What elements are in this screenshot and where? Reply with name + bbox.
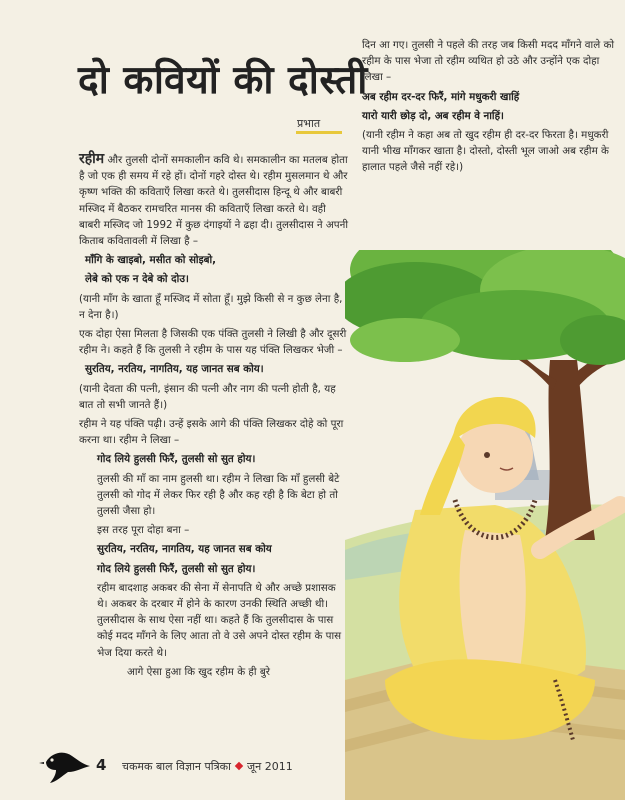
- bird-silhouette-icon: [38, 742, 98, 784]
- tree-icon: [345, 250, 625, 540]
- byline-underline: [296, 131, 342, 134]
- dropcap-lead: रहीम: [79, 151, 105, 167]
- verse-line: सुरतिय, नरतिय, नागतिय, यह जानत सब कोय: [97, 543, 272, 556]
- text-paragraph: इस तरह पूरा दोहा बना –: [97, 524, 190, 537]
- magazine-info: [122, 759, 293, 774]
- tulsidas-under-tree-illustration: [345, 250, 625, 800]
- text-paragraph: (यानी रहीम ने कहा अब तो खुद रहीम ही दर-दर फिरता है। मधुकरी यानी भीख माँगकर खाता है। दोस्तो, दोस्ती भूल जाओ अब रहीम के हालात पहले जैसे नहीं रहे।): [362, 129, 609, 174]
- verse-line: गोद लिये हुलसी फिरैं, तुलसी सो सुत होय।: [97, 562, 256, 575]
- verse-line: सुरतिय, नरतिय, नागतिय, यह जानत सब कोय।: [85, 363, 264, 376]
- text-paragraph: रहीम ने यह पंक्ति पढ़ी। उन्हें इसके आगे की पंक्ति लिखकर दोहे को पूरा करना था। रहीम ने लिखा –: [79, 418, 344, 447]
- text-paragraph: रहीम बादशाह अकबर की सेना में सेनापति थे और अच्छे प्रशासक थे। अकबर के दरबार में होने के कारण उनकी स्थिति अच्छी थी। तुलसीदास के साथ ऐसा नहीं था। कहते हैं कि तुलसीदास के पास कोई मदद माँगने के लिए आता तो वे उसे अपने दोस्त रहीम के पास भेज दिया करते थे।: [97, 581, 342, 659]
- author-byline: प्रभात: [297, 117, 321, 130]
- text-paragraph: (यानी माँग के खाता हूँ मस्जिद में सोता हूँ। मुझे किसी से न कुछ लेना है, न देना है।): [79, 292, 343, 321]
- verse-line: अब रहीम दर-दर फिरैं, मांगे मधुकरी खाहिं: [362, 90, 520, 103]
- verse-line: यारो यारी छोड़ दो, अब रहीम वे नाहिं।: [362, 109, 504, 122]
- verse-line: गोद लिये हुलसी फिरैं, तुलसी सो सुत होय।: [97, 453, 256, 466]
- page-number: 4: [96, 756, 107, 774]
- text-paragraph: दिन आ गए। तुलसी ने पहले की तरह जब किसी मदद माँगने वाले को रहीम के पास भेजा तो रहीम व्यथित हो उठे और उन्होंने एक दोहा लिखा –: [362, 39, 615, 84]
- text-paragraph: तुलसी की माँ का नाम हुलसी था। रहीम ने लिखा कि माँ हुलसी बेटे तुलसी को गोद में लेकर फिर रही है और कह रही है कि बेटा हो तो तुलसी जैसा हो।: [97, 472, 340, 518]
- verse-line: माँगि के खाइबो, मसीत को सोइबो,: [85, 254, 217, 267]
- text-paragraph: एक दोहा ऐसा मिलता है जिसकी एक पंक्ति तुलसी ने लिखी है और दूसरी रहीम ने। कहते हैं कि तुलसी ने रहीम के पास यह पंक्ति लिखकर भेजी –: [79, 328, 347, 357]
- dropcap-text: और तुलसी दोनों समकालीन कवि थे। समकालीन का मतलब होता है जो एक ही समय में रहे हों। दोनों गहरे दोस्त थे। रहीम मुसलमान थे और कृष्ण भक्ति की कविताएँ लिखा करते थे। तुलसीदास हिन्दू थे और बाबरी मस्जिद में बैठकर रामचरित मानस की कविताएँ लिखा करते थे। वही बाबरी मस्जिद जो 1992 में कुछ दंगाइयों ने ढहा दी। तुलसीदास ने अपनी किताब कवितावली में लिखा है –: [79, 154, 349, 248]
- magazine-name: चकमक बाल विज्ञान पत्रिका: [122, 760, 231, 773]
- right-text-column: [362, 37, 617, 179]
- text-paragraph: आगे ऐसा हुआ कि खुद रहीम के ही बुरे: [127, 665, 270, 678]
- text-paragraph: [79, 151, 349, 249]
- text-paragraph: (यानी देवता की पत्नी, इंसान की पत्नी और नाग की पत्नी होती है, यह बात तो सभी जानते हैं।): [79, 382, 336, 411]
- issue-date: जून 2011: [246, 760, 293, 773]
- article-title: दो कवियों की दोस्ती: [78, 58, 368, 103]
- verse-line: लेबे को एक न देबे को दोउ।: [85, 273, 189, 286]
- page-footer: [0, 748, 625, 788]
- diamond-icon: [235, 762, 243, 770]
- left-text-column: [79, 151, 349, 683]
